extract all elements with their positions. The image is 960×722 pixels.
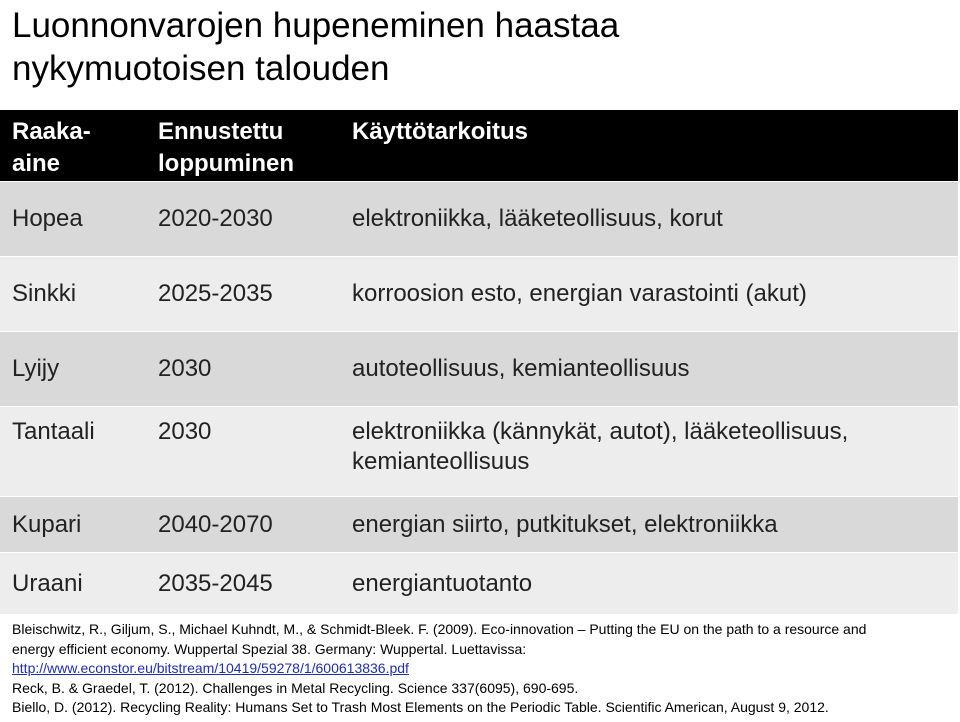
table-row — [0, 182, 958, 257]
table-row — [0, 497, 958, 553]
cell-depletion: 2035-2045 — [158, 569, 273, 597]
cell-material: Hopea — [12, 205, 83, 232]
reference-3: Biello, D. (2012). Recycling Reality: Humans Set to Trash Most Elements on the Periodic Table. Scientific American, August 9, 2012. — [12, 699, 829, 715]
cell-depletion: 2020-2030 — [158, 205, 273, 232]
resource-table — [0, 110, 958, 182]
title-line-1: Luonnonvarojen hupeneminen haastaa — [12, 6, 620, 45]
cell-use: korroosion esto, energian varastointi (akut) — [352, 280, 807, 307]
header-use-line1: Käyttötarkoitus — [352, 118, 529, 145]
cell-depletion: 2030 — [158, 355, 212, 382]
header-depletion-line1: Ennustettu — [158, 118, 284, 145]
header-use — [340, 110, 958, 148]
header-material — [0, 110, 146, 180]
table-row — [0, 553, 958, 615]
header-material-line2: aine — [12, 150, 61, 177]
cell-use: energian siirto, putkitukset, elektroniikka — [352, 510, 778, 538]
cell-material: Kupari — [12, 510, 82, 538]
cell-use-line1: elektroniikka (kännykät, autot), lääketeollisuus, — [352, 418, 849, 445]
cell-depletion: 2030 — [158, 418, 212, 445]
references — [12, 620, 952, 718]
cell-use-line2: kemianteollisuus — [352, 448, 530, 475]
table-row — [0, 407, 958, 497]
header-depletion — [146, 110, 340, 180]
reference-1-line2: energy efficient economy. Wuppertal Spezial 38. Germany: Wuppertal. Luettavissa: — [12, 640, 527, 657]
cell-material: Sinkki — [12, 280, 77, 307]
cell-use: autoteollisuus, kemianteollisuus — [352, 355, 690, 382]
cell-material: Uraani — [12, 569, 83, 597]
header-depletion-line2: loppuminen — [158, 150, 294, 177]
cell-depletion: 2025-2035 — [158, 280, 273, 307]
table-header-row — [0, 110, 958, 182]
header-material-line1: Raaka- — [12, 118, 91, 145]
table-body — [0, 182, 958, 615]
table-row — [0, 257, 958, 332]
reference-2: Reck, B. & Graedel, T. (2012). Challenges in Metal Recycling. Science 337(6095), 690-695. — [12, 679, 579, 696]
title-line-2: nykymuotoisen talouden — [12, 49, 390, 88]
cell-material: Tantaali — [12, 418, 95, 445]
cell-depletion: 2040-2070 — [158, 510, 273, 538]
reference-1-line1: Bleischwitz, R., Giljum, S., Michael Kuhndt, M., & Schmidt-Bleek. F. (2009). Eco-innovation – Putting the EU on the path to a resource and — [12, 621, 867, 637]
cell-use: elektroniikka, lääketeollisuus, korut — [352, 205, 723, 232]
cell-use — [340, 417, 958, 477]
slide-title — [12, 4, 952, 90]
reference-1-link[interactable]: http://www.econstor.eu/bitstream/10419/59278/1/600613836.pdf — [12, 660, 409, 676]
cell-use: energiantuotanto — [352, 569, 533, 597]
table-row — [0, 332, 958, 407]
cell-material: Lyijy — [12, 355, 60, 382]
